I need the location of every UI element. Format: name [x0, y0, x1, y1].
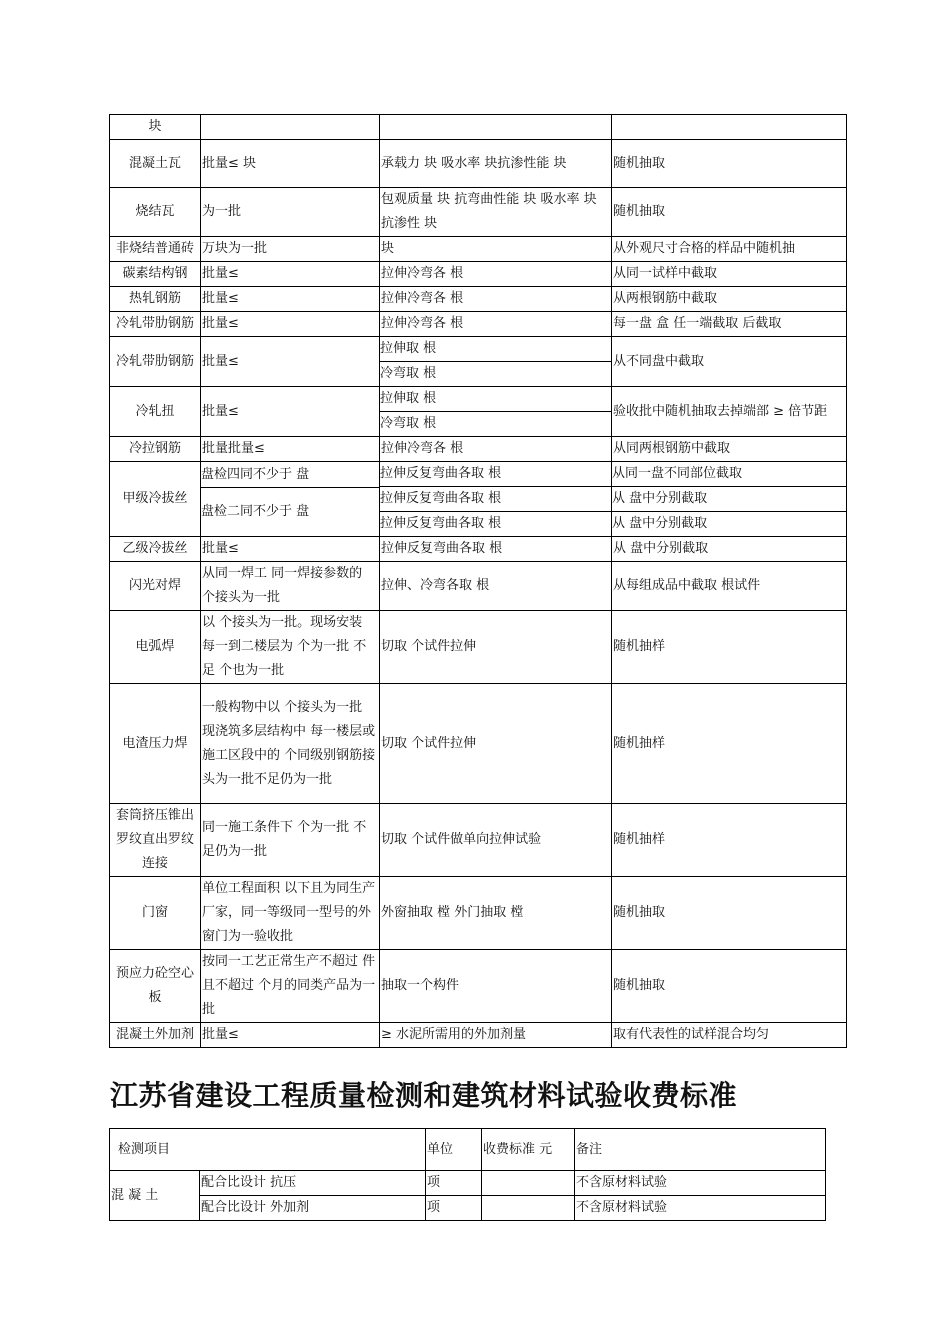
test-item: 冷弯取 根: [380, 416, 437, 431]
material-name: 非烧结普通砖: [110, 237, 201, 262]
sampling-method: 从外观尺寸合格的样品中随机抽: [612, 237, 847, 262]
header-fee: 收费标准 元: [482, 1129, 575, 1171]
header-item: 检测项目: [110, 1129, 426, 1171]
batch-rule: 一般构物中以 个接头为一批 现浇筑多层结构中 每一楼层或施工区段中的 个同级别钢筋接头为一批不足仍为一批: [201, 684, 380, 804]
table-row: [110, 562, 847, 611]
sampling-method: 从同一盘不同部位截取: [612, 462, 846, 487]
header-note: 备注: [575, 1129, 826, 1171]
fee-table-row: [110, 1196, 826, 1221]
material-name: 预应力砼空心板: [110, 950, 201, 1023]
test-item: 拉伸反复弯曲各取 根: [380, 516, 502, 531]
batch-rule: 为一批: [201, 188, 380, 237]
material-name: 烧结瓦: [110, 188, 201, 237]
test-item-group: [380, 387, 612, 437]
test-item: 拉伸取 根: [380, 337, 611, 362]
material-name: 碳素结构钢: [110, 262, 201, 287]
test-item: 拉伸反复弯曲各取 根: [380, 537, 612, 562]
batch-rule: 批量≤: [201, 337, 380, 387]
sampling-method-group: [612, 462, 847, 537]
table-row: [110, 611, 847, 684]
sub-item: 配合比设计 外加剂: [200, 1196, 426, 1221]
sampling-method: 从同两根钢筋中截取: [612, 437, 847, 462]
batch-rule: 批量≤: [201, 287, 380, 312]
header-unit: 单位: [426, 1129, 482, 1171]
material-name: 电渣压力焊: [110, 684, 201, 804]
batch-rule: 批量≤: [201, 1023, 380, 1048]
test-item: 切取 个试件做单向拉伸试验: [380, 804, 612, 877]
table-row: [110, 950, 847, 1023]
table-row: [110, 1023, 847, 1048]
batch-rule: 批量≤: [201, 387, 380, 437]
batch-rule: 同一施工条件下 个为一批 不足仍为一批: [201, 804, 380, 877]
batch-rule: 批量≤: [201, 537, 380, 562]
table-row: [110, 115, 847, 140]
batch-rule: 批量≤: [201, 312, 380, 337]
table-row: [110, 437, 847, 462]
material-name: 热轧钢筋: [110, 287, 201, 312]
table-row: [110, 337, 847, 387]
material-name: 混凝土外加剂: [110, 1023, 201, 1048]
page-title: 江苏省建设工程质量检测和建筑材料试验收费标准: [110, 1079, 738, 1112]
unit-cell: 项: [426, 1196, 482, 1221]
material-name: 混凝土瓦: [110, 140, 201, 188]
material-name: 冷拉钢筋: [110, 437, 201, 462]
test-item: 拉伸冷弯各 根: [380, 262, 612, 287]
sampling-method: 随机抽样: [612, 804, 847, 877]
inspection-sampling-table: [109, 114, 847, 1048]
test-item: 拉伸反复弯曲各取 根: [380, 487, 611, 512]
test-item: [380, 115, 612, 140]
sampling-method: 从同一试样中截取: [612, 262, 847, 287]
material-name: 闪光对焊: [110, 562, 201, 611]
batch-rule: 单位工程面积 以下且为同生产厂家，同一等级同一型号的外窗门为一验收批: [201, 877, 380, 950]
note-cell: 不含原材料试验: [575, 1196, 826, 1221]
test-item: 拉伸、冷弯各取 根: [380, 562, 612, 611]
table-row: [110, 188, 847, 237]
test-item-group: [380, 337, 612, 387]
fee-table-row: [110, 1171, 826, 1196]
batch-rule: 从同一焊工 同一焊接参数的 个接头为一批: [201, 562, 380, 611]
table-row: [110, 684, 847, 804]
table-row: [110, 287, 847, 312]
sub-item: 配合比设计 抗压: [200, 1171, 426, 1196]
material-name: 电弧焊: [110, 611, 201, 684]
sampling-method: 取有代表性的试样混合均匀: [612, 1023, 847, 1048]
material-name: 套筒挤压锥出罗纹直出罗纹连接: [110, 804, 201, 877]
table-row: [110, 804, 847, 877]
test-item: 拉伸反复弯曲各取 根: [380, 462, 611, 487]
test-item: 块: [380, 237, 612, 262]
sampling-method: 从每组成品中截取 根试件: [612, 562, 847, 611]
table-row: [110, 877, 847, 950]
batch-rule: 盘检二同不少于 盘: [201, 503, 310, 519]
sampling-method: 随机抽样: [612, 611, 847, 684]
batch-rule: 以 个接头为一批。现场安装 每一到二楼层为 个为一批 不足 个也为一批: [201, 611, 380, 684]
batch-rule: 万块为一批: [201, 237, 380, 262]
table-row: [110, 537, 847, 562]
group-label: 混 凝 土: [110, 1171, 200, 1221]
test-item: 拉伸取 根: [380, 387, 611, 412]
sampling-method: 随机抽样: [612, 684, 847, 804]
sampling-method: [612, 115, 847, 140]
material-name: 甲级冷拔丝: [110, 462, 201, 537]
material-name: 门窗: [110, 877, 201, 950]
batch-rule: 批量批量≤: [201, 437, 380, 462]
test-item: 抽取一个构件: [380, 950, 612, 1023]
test-item: 拉伸冷弯各 根: [380, 312, 612, 337]
material-name: 冷轧扭: [110, 387, 201, 437]
sampling-method: 随机抽取: [612, 140, 847, 188]
sampling-method: 随机抽取: [612, 188, 847, 237]
fee-standard-table: [109, 1128, 826, 1221]
test-item: 外窗抽取 樘 外门抽取 樘: [380, 877, 612, 950]
batch-rule-group: [201, 462, 380, 537]
material-name: 冷轧带肋钢筋: [110, 337, 201, 387]
sampling-method: 每一盘 盒 任一端截取 后截取: [612, 312, 847, 337]
test-item: 拉伸冷弯各 根: [380, 437, 612, 462]
table-row: [110, 237, 847, 262]
batch-rule: 按同一工艺正常生产不超过 件且不超过 个月的同类产品为一批: [201, 950, 380, 1023]
material-name: 乙级冷拔丝: [110, 537, 201, 562]
unit-cell: 项: [426, 1171, 482, 1196]
table-row: [110, 140, 847, 188]
test-item: 拉伸冷弯各 根: [380, 287, 612, 312]
table-row: [110, 387, 847, 437]
test-item: ≥ 水泥所需用的外加剂量: [380, 1023, 612, 1048]
test-item: 承载力 块 吸水率 块抗渗性能 块: [380, 140, 612, 188]
sampling-method: 随机抽取: [612, 950, 847, 1023]
batch-rule: [201, 115, 380, 140]
table-row: [110, 262, 847, 287]
fee-cell: [482, 1196, 575, 1221]
test-item: 切取 个试件拉伸: [380, 684, 612, 804]
test-item: 冷弯取 根: [380, 366, 437, 381]
material-name: 块: [110, 115, 201, 140]
test-item: 切取 个试件拉伸: [380, 611, 612, 684]
sampling-method: 从 盘中分别截取: [612, 537, 847, 562]
table-row: [110, 462, 847, 537]
material-name: 冷轧带肋钢筋: [110, 312, 201, 337]
batch-rule: 盘检四同不少于 盘: [201, 463, 379, 488]
fee-cell: [482, 1171, 575, 1196]
table-row: [110, 312, 847, 337]
batch-rule: 批量≤: [201, 262, 380, 287]
sampling-method: 从不同盘中截取: [612, 337, 847, 387]
test-item: 包观质量 块 抗弯曲性能 块 吸水率 块 抗渗性 块: [380, 188, 612, 237]
note-cell: 不含原材料试验: [575, 1171, 826, 1196]
batch-rule: 批量≤ 块: [201, 140, 380, 188]
sampling-method: 从 盘中分别截取: [612, 487, 846, 512]
sampling-method: 随机抽取: [612, 877, 847, 950]
test-item-group: [380, 462, 612, 537]
sampling-method: 从两根钢筋中截取: [612, 287, 847, 312]
sampling-method: 从 盘中分别截取: [612, 516, 708, 531]
sampling-method: 验收批中随机抽取去掉端部 ≥ 倍节距: [612, 387, 847, 437]
fee-table-header-row: [110, 1129, 826, 1171]
